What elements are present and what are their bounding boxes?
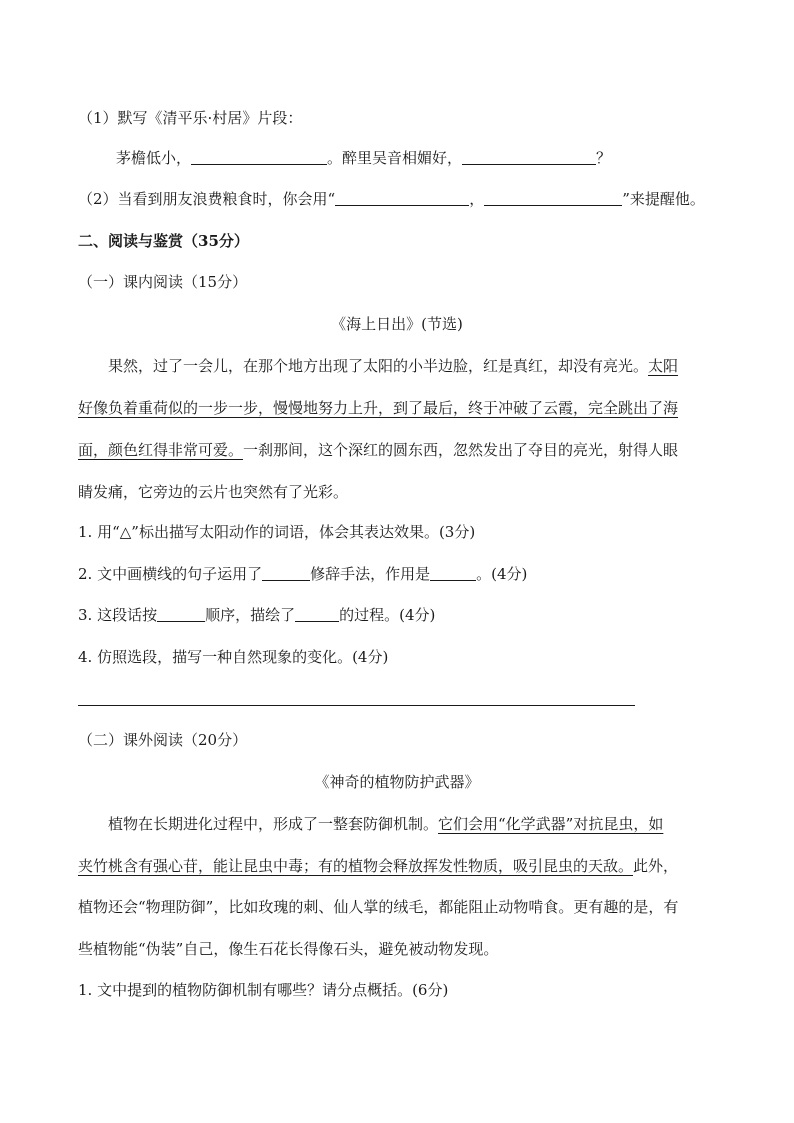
passage-1-title: 《海上日出》(节选)	[331, 315, 463, 333]
underlined-text: 面，颜色红得非常可爱。	[78, 441, 244, 459]
passage-2-line-1	[108, 814, 663, 834]
passage-1-line-3	[78, 440, 678, 460]
question-2-text-a: （2）当看到朋友浪费粮食时，你会用“	[78, 190, 336, 208]
question-text: 2. 文中画横线的句子运用了	[78, 565, 263, 583]
passage-text: 植物在长期进化过程中，形成了一整套防御机制。	[108, 815, 439, 833]
part-1-question-4: 4. 仿照选段，描写一种自然现象的变化。(4分)	[78, 648, 389, 666]
section-heading: 二、阅读与鉴赏（35分）	[78, 232, 249, 250]
answer-blank[interactable]	[430, 564, 476, 581]
question-text: 。(4分)	[476, 565, 528, 583]
question-text: 顺序，描绘了	[205, 606, 296, 624]
answer-blank[interactable]	[462, 148, 596, 165]
question-2-line	[78, 189, 705, 209]
question-text: 3. 这段话按	[78, 606, 158, 624]
passage-text: 果然，过了一会儿，在那个地方出现了太阳的小半边脸，红是真红，却没有亮光。	[108, 357, 649, 375]
answer-blank[interactable]	[262, 564, 310, 581]
answer-blank[interactable]	[484, 189, 622, 206]
poem-text-b: 。醉里吴音相媚好，	[327, 149, 463, 167]
passage-1-line-4: 睛发痛，它旁边的云片也突然有了光彩。	[78, 483, 349, 501]
passage-1-line-1	[108, 356, 678, 376]
underlined-text: 太阳	[648, 357, 679, 375]
question-text: 的过程。(4分)	[339, 606, 436, 624]
answer-blank[interactable]	[157, 605, 205, 622]
passage-2-line-2	[78, 856, 678, 876]
question-2-text-c: ”来提醒他。	[622, 190, 705, 208]
poem-text-a: 茅檐低小，	[116, 149, 192, 167]
part-2-heading: （二）课外阅读（20分）	[78, 731, 248, 749]
answer-blank[interactable]	[295, 605, 339, 622]
poem-fill-line	[116, 148, 611, 168]
passage-1-line-2: 好像负着重荷似的一步一步，慢慢地努力上升，到了最后，终于冲破了云霞，完全跳出了海	[78, 399, 679, 417]
part-1-question-3	[78, 605, 435, 625]
passage-2-title: 《神奇的植物防护武器》	[314, 773, 480, 791]
question-2-text-b: ，	[469, 190, 485, 208]
part-1-question-1: 1. 用“△”标出描写太阳动作的词语，体会其表达效果。(3分)	[78, 523, 476, 541]
part-1-question-2	[78, 564, 527, 584]
passage-2-line-4: 些植物能“伪装”自己，像生石花长得像石头，避免被动物发现。	[78, 940, 499, 958]
answer-blank[interactable]	[335, 189, 469, 206]
passage-2-line-3: 植物还会“物理防御”，比如玫瑰的刺、仙人掌的绒毛，都能阻止动物啃食。更有趣的是，有	[78, 898, 679, 916]
answer-blank[interactable]	[191, 148, 327, 165]
underlined-text: 夹竹桃含有强心苷，能让昆虫中毒；有的植物会释放挥发性物质，吸引昆虫的天敌。	[78, 857, 634, 875]
passage-text: 一刹那间，这个深红的圆东西，忽然发出了夺目的亮光，射得人眼	[243, 441, 679, 459]
poem-text-c: ？	[596, 149, 612, 167]
part-2-question-1: 1. 文中提到的植物防御机制有哪些？请分点概括。(6分)	[78, 981, 449, 999]
passage-text: 此外，	[633, 857, 679, 875]
underlined-text: 它们会用“化学武器”对抗昆虫，如	[438, 815, 664, 833]
question-text: 修辞手法，作用是	[310, 565, 431, 583]
part-1-heading: （一）课内阅读（15分）	[78, 273, 248, 291]
answer-line[interactable]	[78, 705, 635, 706]
question-1-label: （1）默写《清平乐·村居》片段：	[78, 109, 303, 127]
